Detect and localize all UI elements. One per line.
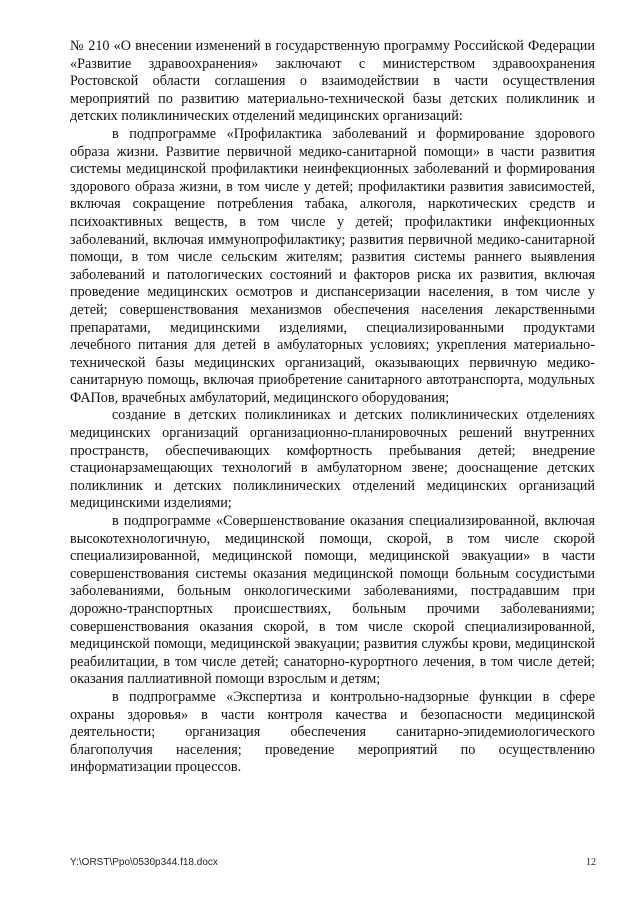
paragraph-specialized-care-subprogram: в подпрограмме «Совершенствование оказания специализированной, включая высокотехнологичную, медицинской помощи, скорой, в том числе скорой специализированной, медицинской помощи, медицинской эвакуации» в части совершенствования системы оказания медицинской помощи больным сосудистыми заболеваниями, больным онкологическими заболеваниями, пострадавшим при дорожно-транспортных происшествиях, больным прочими заболеваниями; совершенствования оказания скорой, в том числе скорой специализированной, медицинской помощи, медицинской эвакуации; развития службы крови, медицинской реабилитации, в том числе детей; санаторно-курортного лечения, в том числе детей; оказания паллиативной помощи взрослым и детям;: [70, 513, 595, 688]
footer-page-number: 12: [586, 857, 596, 868]
paragraph-children-clinics: создание в детских поликлиниках и детских поликлинических отделениях медицинских организаций организационно-планировочных решений внутренних пространств, обеспечивающих комфортность пребывания детей; внедрение стационарзамещающих технологий в амбулаторном звене; дооснащение детских поликлиник и детских поликлинических отделений медицинских организаций медицинскими изделиями;: [70, 407, 595, 512]
paragraph-intro: № 210 «О внесении изменений в государственную программу Российской Федерации «Развитие здравоохранения» заключают с министерством здравоохранения Ростовской области соглашения о взаимодействии в части осуществления мероприятий по развитию материально-технической базы детских поликлиник и детских поликлинических отделений медицинских организаций:: [70, 38, 595, 125]
paragraph-prevention-subprogram: в подпрограмме «Профилактика заболеваний и формирование здорового образа жизни. Развитие первичной медико-санитарной помощи» в части развития системы медицинской профилактики неинфекционных заболеваний и формирования здорового образа жизни, в том числе у детей; профилактики развития зависимостей, включая сокращение потребления табака, алкоголя, наркотических средств и психоактивных веществ, в том числе у детей; профилактики инфекционных заболеваний, включая иммунопрофилактику; развития первичной медико-санитарной помощи, в том числе сельским жителям; развития системы раннего выявления заболеваний и патологических состояний и факторов риска их развития, включая проведение медицинских осмотров и диспансеризации населения, в том числе у детей; совершенствования механизмов обеспечения населения лекарственными препаратами, медицинскими изделиями, специализированными продуктами лечебного питания для детей в амбулаторных условиях; укрепления материально-технической базы медицинских организаций, оказывающих первичную медико-санитарную помощь, включая приобретение санитарного автотранспорта, модульных ФАПов, врачебных амбулаторий, медицинского оборудования;: [70, 125, 595, 406]
footer-file-path: Y:\ORST\Ppo\0530p344.f18.docx: [70, 857, 218, 868]
paragraph-expertise-subprogram: в подпрограмме «Экспертиза и контрольно-надзорные функции в сфере охраны здоровья» в части контроля качества и безопасности медицинской деятельности; организация обеспечения санитарно-эпидемиологического благополучия населения; проведение мероприятий по осуществлению информатизации процессов.: [70, 688, 595, 776]
document-body: [70, 38, 595, 777]
